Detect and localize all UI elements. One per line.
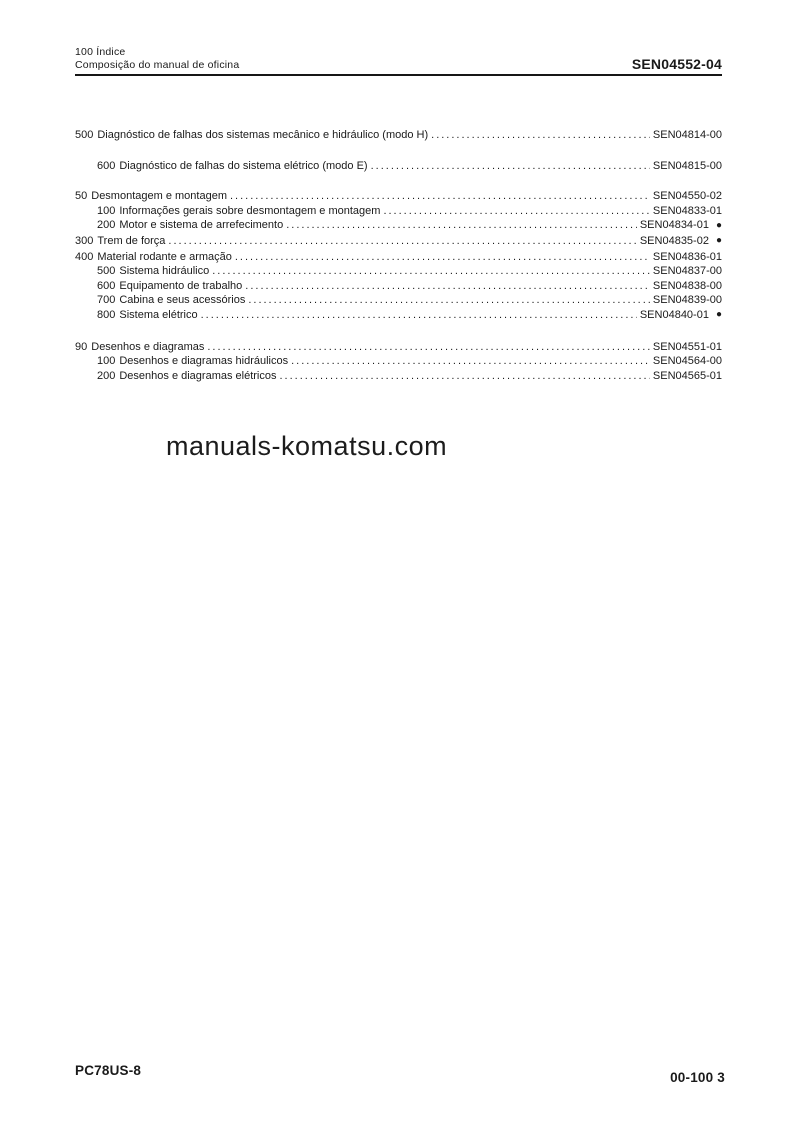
toc-row-number: 600 <box>97 159 116 172</box>
toc-row-code: SEN04840-01 <box>639 308 709 321</box>
toc-leader-dots <box>431 128 650 143</box>
toc-row-number: 300 <box>75 234 94 247</box>
header-doc-code: SEN04552-04 <box>631 56 722 72</box>
toc-row-number: 400 <box>75 250 94 263</box>
toc-row-code: SEN04835-02 <box>639 234 709 247</box>
toc-row-number: 500 <box>75 129 94 141</box>
toc-row <box>75 279 722 294</box>
toc-row <box>75 189 722 204</box>
toc-row <box>75 159 722 174</box>
toc-row <box>75 128 722 143</box>
toc-row-number: 100 <box>97 355 116 368</box>
toc-row-number: 700 <box>97 294 116 307</box>
toc-leader-dots <box>371 159 650 174</box>
toc-row-number: 600 <box>97 279 116 292</box>
toc-row-title: Desmontagem e montagem <box>91 190 227 203</box>
toc-row-number: 100 <box>97 204 116 217</box>
toc-row-title: Informações gerais sobre desmontagem e montagem <box>119 204 381 217</box>
toc-leader-dots <box>212 264 650 279</box>
toc-row-number: 500 <box>97 265 116 278</box>
toc-row <box>75 234 722 250</box>
toc-row-code: SEN04551-01 <box>652 340 722 353</box>
toc-row <box>75 369 722 384</box>
toc-row-code: SEN04836-01 <box>652 250 722 263</box>
toc-leader-dots <box>230 189 650 204</box>
toc-row-code: SEN04839-00 <box>652 294 722 307</box>
header-chapter: 100 Índice <box>75 46 126 58</box>
revision-dot-icon: ● <box>715 219 722 231</box>
toc-row-title: Motor e sistema de arrefecimento <box>119 219 284 232</box>
footer-model: PC78US-8 <box>75 1063 142 1078</box>
toc-leader-dots <box>280 369 650 384</box>
toc-row-number: 90 <box>75 340 88 353</box>
toc-row-code: SEN04565-01 <box>652 369 722 382</box>
revision-dot-icon: ● <box>715 235 722 247</box>
table-of-contents <box>75 128 722 383</box>
toc-leader-dots <box>168 234 636 249</box>
footer-page-number: 00-100 3 <box>670 1070 725 1085</box>
toc-row-title: Trem de força <box>97 234 166 247</box>
toc-row-title: Material rodante e armação <box>97 250 232 263</box>
toc-row-title: Diagnóstico de falhas dos sistemas mecânico e hidráulico (modo H) <box>97 129 429 141</box>
toc-row-code: SEN04833-01 <box>652 204 722 217</box>
toc-row <box>75 308 722 324</box>
toc-row-title: Desenhos e diagramas hidráulicos <box>119 355 289 368</box>
toc-row-code: SEN04814-00 <box>652 129 722 141</box>
toc-row <box>75 264 722 279</box>
toc-row-title: Cabina e seus acessórios <box>119 294 246 307</box>
toc-row-number: 200 <box>97 219 116 232</box>
toc-leader-dots <box>207 340 650 355</box>
toc-row-title: Diagnóstico de falhas do sistema elétrico (modo E) <box>119 159 368 172</box>
header-subtitle: Composição do manual de oficina <box>75 59 240 71</box>
toc-leader-dots <box>235 250 650 265</box>
toc-leader-dots <box>245 279 650 294</box>
toc-row-title: Desenhos e diagramas <box>91 340 205 353</box>
toc-row-number: 800 <box>97 308 116 321</box>
toc-leader-dots <box>286 218 637 233</box>
toc-row-title: Sistema hidráulico <box>119 265 210 278</box>
header-left <box>75 46 722 72</box>
toc-row-code: SEN04815-00 <box>652 159 722 172</box>
toc-row-code: SEN04838-00 <box>652 279 722 292</box>
toc-row-number: 50 <box>75 190 88 203</box>
toc-row <box>75 293 722 308</box>
toc-row-title: Desenhos e diagramas elétricos <box>119 369 277 382</box>
toc-row <box>75 218 722 234</box>
toc-leader-dots <box>201 308 637 323</box>
toc-row-code: SEN04564-00 <box>652 355 722 368</box>
toc-row-code: SEN04550-02 <box>652 190 722 203</box>
watermark-text: manuals-komatsu.com <box>166 431 448 461</box>
toc-row <box>75 204 722 219</box>
toc-row <box>75 340 722 355</box>
toc-row-code: SEN04837-00 <box>652 265 722 278</box>
toc-row-title: Equipamento de trabalho <box>119 279 243 292</box>
toc-row-title: Sistema elétrico <box>119 308 198 321</box>
toc-row <box>75 250 722 265</box>
toc-leader-dots <box>291 354 650 369</box>
page-header <box>75 46 722 76</box>
toc-row <box>75 354 722 369</box>
toc-leader-dots <box>383 204 649 219</box>
toc-row-number: 200 <box>97 369 116 382</box>
toc-leader-dots <box>248 293 650 308</box>
toc-row-code: SEN04834-01 <box>639 219 709 232</box>
revision-dot-icon: ● <box>715 309 722 321</box>
